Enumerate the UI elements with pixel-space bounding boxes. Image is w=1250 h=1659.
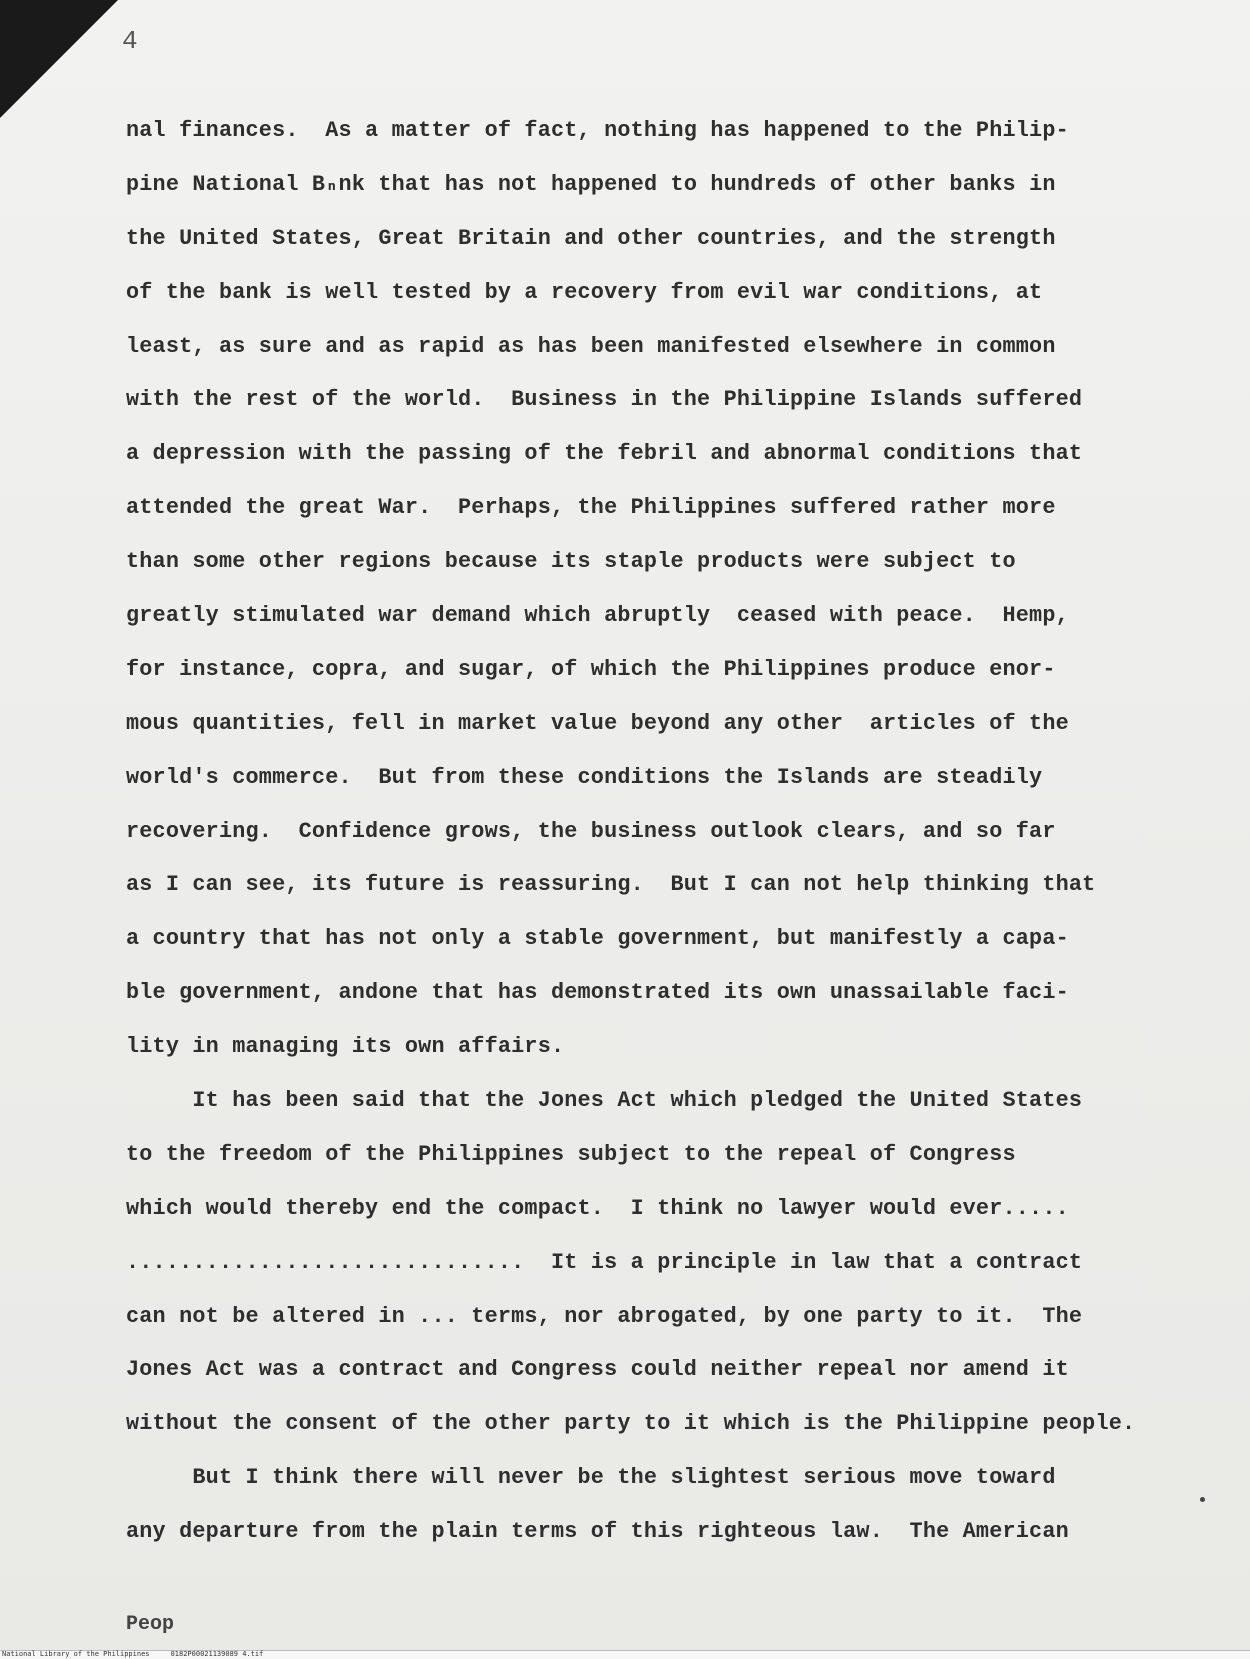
text-line: can not be altered in ... terms, nor abrogated, by one party to it. The	[126, 1303, 1083, 1329]
bottom-margin-note: Peop	[126, 1613, 175, 1636]
text-line: recovering. Confidence grows, the business outlook clears, and so far	[126, 818, 1056, 844]
text-line: any departure from the plain terms of this righteous law. The American	[126, 1519, 1069, 1545]
text-line: the United States, Great Britain and other countries, and the strength	[126, 225, 1056, 251]
text-line: to the freedom of the Philippines subject to the repeal of Congress	[126, 1141, 1016, 1167]
text-line: mous quantities, fell in market value beyond any other articles of the	[126, 710, 1069, 736]
page-number: 4	[122, 26, 138, 56]
text-line: attended the great War. Perhaps, the Philippines suffered rather more	[126, 495, 1056, 521]
text-line: nal finances. As a matter of fact, nothing has happened to the Philip-	[126, 118, 1069, 143]
text-line: of the bank is well tested by a recovery from evil war conditions, at	[126, 279, 1043, 305]
text-line: a country that has not only a stable government, but manifestly a capa-	[126, 926, 1069, 952]
text-line: Jones Act was a contract and Congress could neither repeal nor amend it	[126, 1357, 1069, 1383]
text-line: lity in managing its own affairs.	[126, 1034, 565, 1060]
text-line: It has been said that the Jones Act which pledged the United States	[126, 1088, 1083, 1114]
text-line: than some other regions because its staple products were subject to	[126, 549, 1016, 575]
text-line: as I can see, its future is reassuring. But I can not help thinking that	[126, 872, 1096, 898]
typewritten-body	[126, 104, 1186, 1559]
footer-caption: National Library of the Philippines 0182P00021139089 4.tif	[2, 1650, 264, 1658]
text-line: ble government, andone that has demonstrated its own unassailable faci-	[126, 980, 1069, 1006]
text-line: .............................. It is a principle in law that a contract	[126, 1249, 1083, 1275]
scan-speck	[1200, 1497, 1205, 1502]
text-line: But I think there will never be the slightest serious move toward	[126, 1465, 1056, 1491]
text-line: greatly stimulated war demand which abruptly ceased with peace. Hemp,	[126, 603, 1069, 629]
text-line: which would thereby end the compact. I think no lawyer would ever.....	[126, 1195, 1069, 1221]
text-line: least, as sure and as rapid as has been manifested elsewhere in common	[126, 333, 1056, 359]
text-line: a depression with the passing of the febril and abnormal conditions that	[126, 441, 1083, 467]
text-line: world's commerce. But from these conditions the Islands are steadily	[126, 764, 1043, 790]
text-line: for instance, copra, and sugar, of which the Philippines produce enor-	[126, 656, 1056, 682]
text-line: with the rest of the world. Business in the Philippine Islands suffered	[126, 387, 1083, 413]
text-line: without the consent of the other party to it which is the Philippine people.	[126, 1411, 1136, 1437]
text-line: pine National Bₙnk that has not happened to hundreds of other banks in	[126, 171, 1056, 197]
scan-corner-shadow	[0, 0, 118, 118]
